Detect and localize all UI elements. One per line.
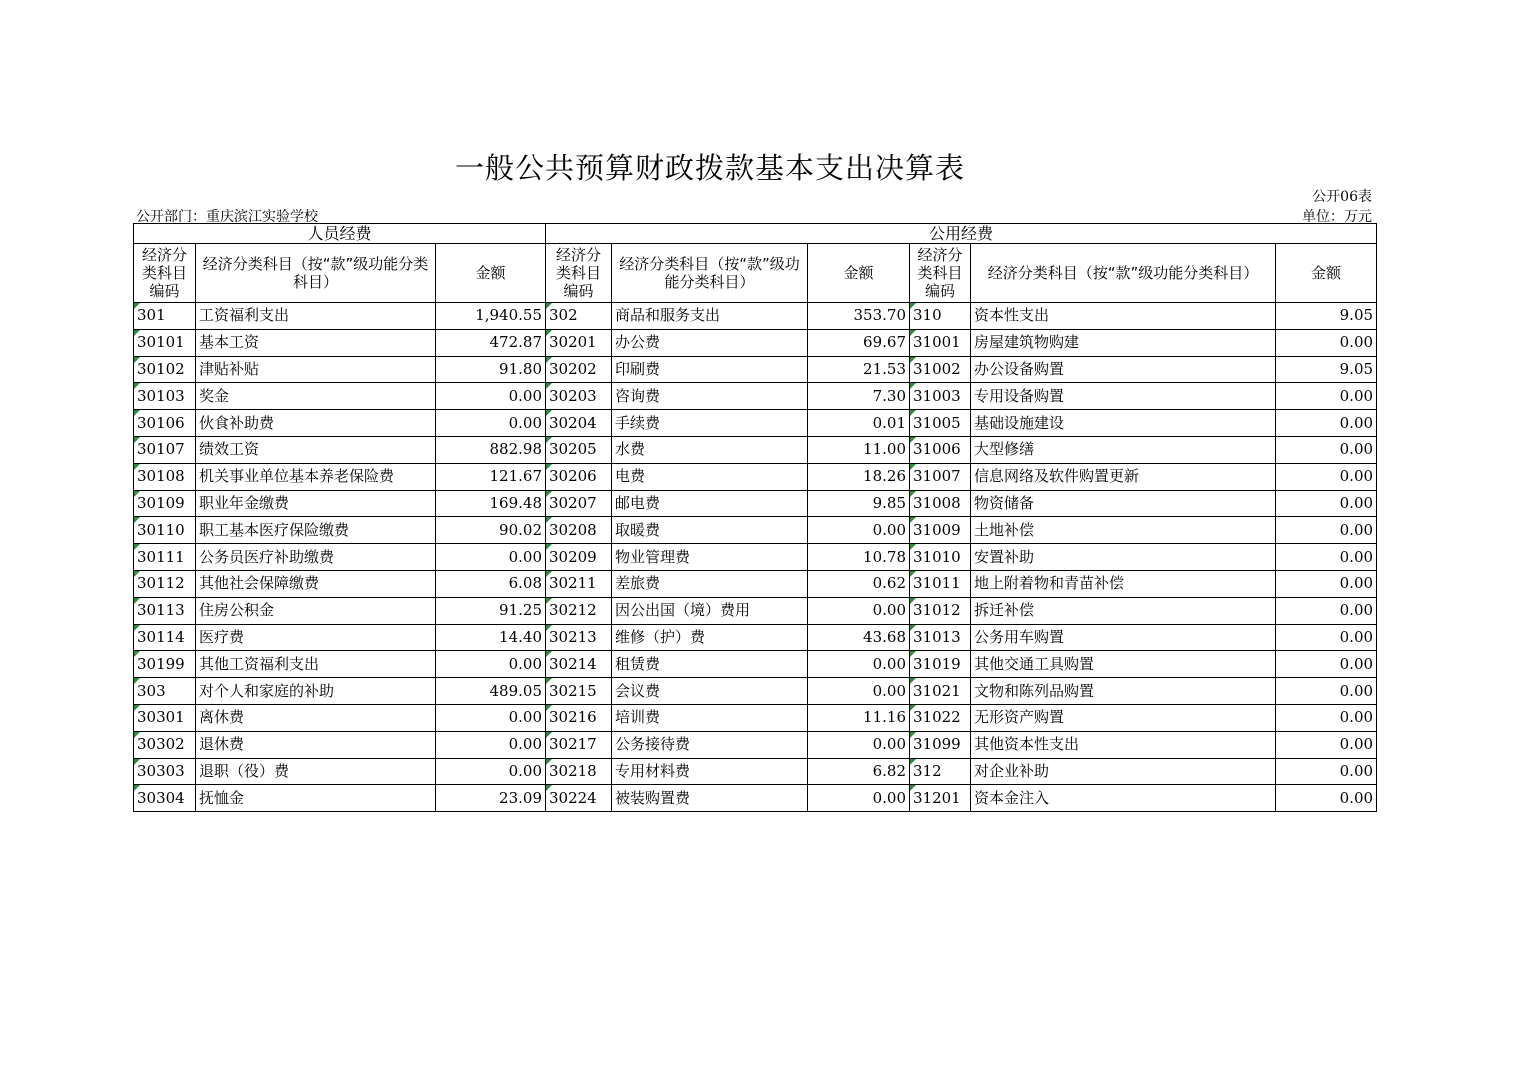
account-name: 地上附着物和青苗补偿 bbox=[971, 570, 1276, 597]
account-code: 30206 bbox=[546, 463, 612, 490]
amount-value: 0.00 bbox=[1276, 410, 1377, 437]
account-code: 30103 bbox=[134, 383, 196, 410]
table-row bbox=[134, 570, 1377, 597]
amount-value: 91.80 bbox=[436, 356, 546, 383]
account-name: 差旅费 bbox=[612, 570, 808, 597]
table-row bbox=[134, 383, 1377, 410]
amount-value: 14.40 bbox=[436, 624, 546, 651]
account-code: 31001 bbox=[910, 329, 971, 356]
account-name: 专用设备购置 bbox=[971, 383, 1276, 410]
report-title: 一般公共预算财政拨款基本支出决算表 bbox=[454, 151, 965, 185]
account-name: 基础设施建设 bbox=[971, 410, 1276, 437]
account-code: 30110 bbox=[134, 517, 196, 544]
amount-value: 0.00 bbox=[1276, 624, 1377, 651]
amount-value: 0.00 bbox=[436, 731, 546, 758]
table-row bbox=[134, 651, 1377, 678]
account-name: 公务用车购置 bbox=[971, 624, 1276, 651]
account-name: 手续费 bbox=[612, 410, 808, 437]
section-public: 公用经费 bbox=[546, 224, 1377, 244]
header-name: 经济分类科目（按“款”级功能分类科目） bbox=[612, 244, 808, 303]
amount-value: 0.00 bbox=[1276, 490, 1377, 517]
header-amount: 金额 bbox=[808, 244, 910, 303]
account-name: 安置补助 bbox=[971, 544, 1276, 571]
account-name: 商品和服务支出 bbox=[612, 303, 808, 330]
account-code: 30214 bbox=[546, 651, 612, 678]
account-code: 31099 bbox=[910, 731, 971, 758]
amount-value: 0.00 bbox=[436, 758, 546, 785]
account-code: 31008 bbox=[910, 490, 971, 517]
account-code: 303 bbox=[134, 678, 196, 705]
account-code: 30113 bbox=[134, 597, 196, 624]
form-code: 公开06表 bbox=[1312, 189, 1372, 205]
account-code: 30224 bbox=[546, 785, 612, 812]
amount-value: 0.00 bbox=[436, 544, 546, 571]
account-name: 无形资产购置 bbox=[971, 704, 1276, 731]
account-name: 会议费 bbox=[612, 678, 808, 705]
table-row bbox=[134, 329, 1377, 356]
header-code: 经济分类科目编码 bbox=[546, 244, 612, 303]
account-name: 物业管理费 bbox=[612, 544, 808, 571]
account-name: 绩效工资 bbox=[196, 436, 436, 463]
table-row bbox=[134, 758, 1377, 785]
account-code: 30212 bbox=[546, 597, 612, 624]
amount-value: 0.00 bbox=[436, 383, 546, 410]
expenditure-table bbox=[133, 223, 1377, 812]
account-name: 拆迁补偿 bbox=[971, 597, 1276, 624]
account-name: 维修（护）费 bbox=[612, 624, 808, 651]
account-code: 31012 bbox=[910, 597, 971, 624]
unit-label: 单位：万元 bbox=[1302, 209, 1372, 225]
account-code: 31009 bbox=[910, 517, 971, 544]
amount-value: 0.00 bbox=[1276, 383, 1377, 410]
account-code: 30114 bbox=[134, 624, 196, 651]
amount-value: 9.85 bbox=[808, 490, 910, 517]
account-name: 伙食补助费 bbox=[196, 410, 436, 437]
amount-value: 11.00 bbox=[808, 436, 910, 463]
amount-value: 9.05 bbox=[1276, 356, 1377, 383]
amount-value: 353.70 bbox=[808, 303, 910, 330]
header-name: 经济分类科目（按“款”级功能分类科目） bbox=[196, 244, 436, 303]
account-name: 印刷费 bbox=[612, 356, 808, 383]
account-code: 30106 bbox=[134, 410, 196, 437]
amount-value: 9.05 bbox=[1276, 303, 1377, 330]
amount-value: 0.00 bbox=[436, 704, 546, 731]
header-amount: 金额 bbox=[1276, 244, 1377, 303]
account-code: 30302 bbox=[134, 731, 196, 758]
account-code: 30215 bbox=[546, 678, 612, 705]
amount-value: 0.00 bbox=[1276, 436, 1377, 463]
account-name: 取暖费 bbox=[612, 517, 808, 544]
account-name: 抚恤金 bbox=[196, 785, 436, 812]
account-code: 31021 bbox=[910, 678, 971, 705]
account-name: 邮电费 bbox=[612, 490, 808, 517]
account-code: 31007 bbox=[910, 463, 971, 490]
account-code: 312 bbox=[910, 758, 971, 785]
account-name: 土地补偿 bbox=[971, 517, 1276, 544]
account-code: 30205 bbox=[546, 436, 612, 463]
account-code: 30111 bbox=[134, 544, 196, 571]
account-name: 被装购置费 bbox=[612, 785, 808, 812]
account-name: 退休费 bbox=[196, 731, 436, 758]
table-row bbox=[134, 678, 1377, 705]
account-code: 30208 bbox=[546, 517, 612, 544]
account-name: 文物和陈列品购置 bbox=[971, 678, 1276, 705]
account-name: 退职（役）费 bbox=[196, 758, 436, 785]
amount-value: 0.00 bbox=[436, 651, 546, 678]
account-code: 30304 bbox=[134, 785, 196, 812]
section-personnel: 人员经费 bbox=[134, 224, 546, 244]
header-amount: 金额 bbox=[436, 244, 546, 303]
amount-value: 6.08 bbox=[436, 570, 546, 597]
amount-value: 0.00 bbox=[808, 731, 910, 758]
account-code: 30218 bbox=[546, 758, 612, 785]
account-code: 30207 bbox=[546, 490, 612, 517]
account-name: 机关事业单位基本养老保险费 bbox=[196, 463, 436, 490]
table-row bbox=[134, 624, 1377, 651]
amount-value: 0.00 bbox=[808, 651, 910, 678]
account-code: 30102 bbox=[134, 356, 196, 383]
header-code: 经济分类科目编码 bbox=[134, 244, 196, 303]
account-code: 31013 bbox=[910, 624, 971, 651]
account-code: 31003 bbox=[910, 383, 971, 410]
amount-value: 0.00 bbox=[1276, 758, 1377, 785]
account-name: 因公出国（境）费用 bbox=[612, 597, 808, 624]
table-row bbox=[134, 436, 1377, 463]
account-name: 对个人和家庭的补助 bbox=[196, 678, 436, 705]
account-code: 31011 bbox=[910, 570, 971, 597]
header-name: 经济分类科目（按“款”级功能分类科目） bbox=[971, 244, 1276, 303]
account-name: 房屋建筑物购建 bbox=[971, 329, 1276, 356]
department-label: 公开部门：重庆滨江实验学校 bbox=[136, 209, 318, 225]
account-code: 310 bbox=[910, 303, 971, 330]
amount-value: 489.05 bbox=[436, 678, 546, 705]
account-name: 咨询费 bbox=[612, 383, 808, 410]
table-body bbox=[134, 303, 1377, 812]
account-code: 30216 bbox=[546, 704, 612, 731]
account-code: 30209 bbox=[546, 544, 612, 571]
amount-value: 0.00 bbox=[1276, 704, 1377, 731]
account-name: 奖金 bbox=[196, 383, 436, 410]
account-name: 水费 bbox=[612, 436, 808, 463]
account-name: 其他工资福利支出 bbox=[196, 651, 436, 678]
account-name: 其他社会保障缴费 bbox=[196, 570, 436, 597]
amount-value: 0.00 bbox=[1276, 570, 1377, 597]
account-name: 办公费 bbox=[612, 329, 808, 356]
amount-value: 0.00 bbox=[808, 678, 910, 705]
account-name: 对企业补助 bbox=[971, 758, 1276, 785]
table-row bbox=[134, 490, 1377, 517]
table-row bbox=[134, 356, 1377, 383]
table-row bbox=[134, 410, 1377, 437]
amount-value: 0.62 bbox=[808, 570, 910, 597]
amount-value: 0.00 bbox=[808, 517, 910, 544]
account-code: 30199 bbox=[134, 651, 196, 678]
amount-value: 472.87 bbox=[436, 329, 546, 356]
account-code: 30201 bbox=[546, 329, 612, 356]
account-code: 31201 bbox=[910, 785, 971, 812]
amount-value: 11.16 bbox=[808, 704, 910, 731]
amount-value: 0.00 bbox=[1276, 544, 1377, 571]
account-code: 30108 bbox=[134, 463, 196, 490]
amount-value: 0.00 bbox=[436, 410, 546, 437]
account-name: 资本金注入 bbox=[971, 785, 1276, 812]
account-code: 30112 bbox=[134, 570, 196, 597]
table-row bbox=[134, 785, 1377, 812]
account-code: 30203 bbox=[546, 383, 612, 410]
account-code: 30101 bbox=[134, 329, 196, 356]
header-code: 经济分类科目编码 bbox=[910, 244, 971, 303]
account-name: 培训费 bbox=[612, 704, 808, 731]
table-row bbox=[134, 517, 1377, 544]
account-code: 31005 bbox=[910, 410, 971, 437]
table-row bbox=[134, 463, 1377, 490]
amount-value: 0.01 bbox=[808, 410, 910, 437]
account-code: 31019 bbox=[910, 651, 971, 678]
account-name: 大型修缮 bbox=[971, 436, 1276, 463]
account-name: 工资福利支出 bbox=[196, 303, 436, 330]
amount-value: 0.00 bbox=[1276, 463, 1377, 490]
account-name: 其他交通工具购置 bbox=[971, 651, 1276, 678]
table-row bbox=[134, 731, 1377, 758]
account-code: 30213 bbox=[546, 624, 612, 651]
amount-value: 69.67 bbox=[808, 329, 910, 356]
amount-value: 121.67 bbox=[436, 463, 546, 490]
account-code: 30107 bbox=[134, 436, 196, 463]
amount-value: 7.30 bbox=[808, 383, 910, 410]
account-name: 住房公积金 bbox=[196, 597, 436, 624]
account-name: 公务接待费 bbox=[612, 731, 808, 758]
account-name: 公务员医疗补助缴费 bbox=[196, 544, 436, 571]
amount-value: 23.09 bbox=[436, 785, 546, 812]
account-code: 31022 bbox=[910, 704, 971, 731]
amount-value: 0.00 bbox=[1276, 731, 1377, 758]
account-name: 专用材料费 bbox=[612, 758, 808, 785]
account-name: 基本工资 bbox=[196, 329, 436, 356]
account-code: 30217 bbox=[546, 731, 612, 758]
account-code: 30202 bbox=[546, 356, 612, 383]
amount-value: 0.00 bbox=[1276, 597, 1377, 624]
account-code: 31002 bbox=[910, 356, 971, 383]
amount-value: 90.02 bbox=[436, 517, 546, 544]
account-name: 信息网络及软件购置更新 bbox=[971, 463, 1276, 490]
account-code: 30303 bbox=[134, 758, 196, 785]
account-code: 302 bbox=[546, 303, 612, 330]
amount-value: 91.25 bbox=[436, 597, 546, 624]
account-name: 电费 bbox=[612, 463, 808, 490]
account-code: 30204 bbox=[546, 410, 612, 437]
account-name: 其他资本性支出 bbox=[971, 731, 1276, 758]
amount-value: 0.00 bbox=[808, 597, 910, 624]
amount-value: 0.00 bbox=[1276, 678, 1377, 705]
amount-value: 169.48 bbox=[436, 490, 546, 517]
account-code: 301 bbox=[134, 303, 196, 330]
account-code: 30211 bbox=[546, 570, 612, 597]
amount-value: 0.00 bbox=[1276, 517, 1377, 544]
account-name: 职工基本医疗保险缴费 bbox=[196, 517, 436, 544]
account-name: 办公设备购置 bbox=[971, 356, 1276, 383]
account-name: 津贴补贴 bbox=[196, 356, 436, 383]
account-code: 31006 bbox=[910, 436, 971, 463]
account-name: 离休费 bbox=[196, 704, 436, 731]
account-name: 职业年金缴费 bbox=[196, 490, 436, 517]
account-name: 物资储备 bbox=[971, 490, 1276, 517]
account-code: 31010 bbox=[910, 544, 971, 571]
amount-value: 0.00 bbox=[1276, 651, 1377, 678]
account-name: 医疗费 bbox=[196, 624, 436, 651]
account-name: 资本性支出 bbox=[971, 303, 1276, 330]
amount-value: 6.82 bbox=[808, 758, 910, 785]
amount-value: 21.53 bbox=[808, 356, 910, 383]
amount-value: 1,940.55 bbox=[436, 303, 546, 330]
table-row bbox=[134, 544, 1377, 571]
account-code: 30109 bbox=[134, 490, 196, 517]
amount-value: 18.26 bbox=[808, 463, 910, 490]
account-code: 30301 bbox=[134, 704, 196, 731]
amount-value: 0.00 bbox=[1276, 329, 1377, 356]
amount-value: 0.00 bbox=[1276, 785, 1377, 812]
amount-value: 882.98 bbox=[436, 436, 546, 463]
table-row bbox=[134, 303, 1377, 330]
amount-value: 10.78 bbox=[808, 544, 910, 571]
amount-value: 43.68 bbox=[808, 624, 910, 651]
amount-value: 0.00 bbox=[808, 785, 910, 812]
account-name: 租赁费 bbox=[612, 651, 808, 678]
table-row bbox=[134, 597, 1377, 624]
table-row bbox=[134, 704, 1377, 731]
